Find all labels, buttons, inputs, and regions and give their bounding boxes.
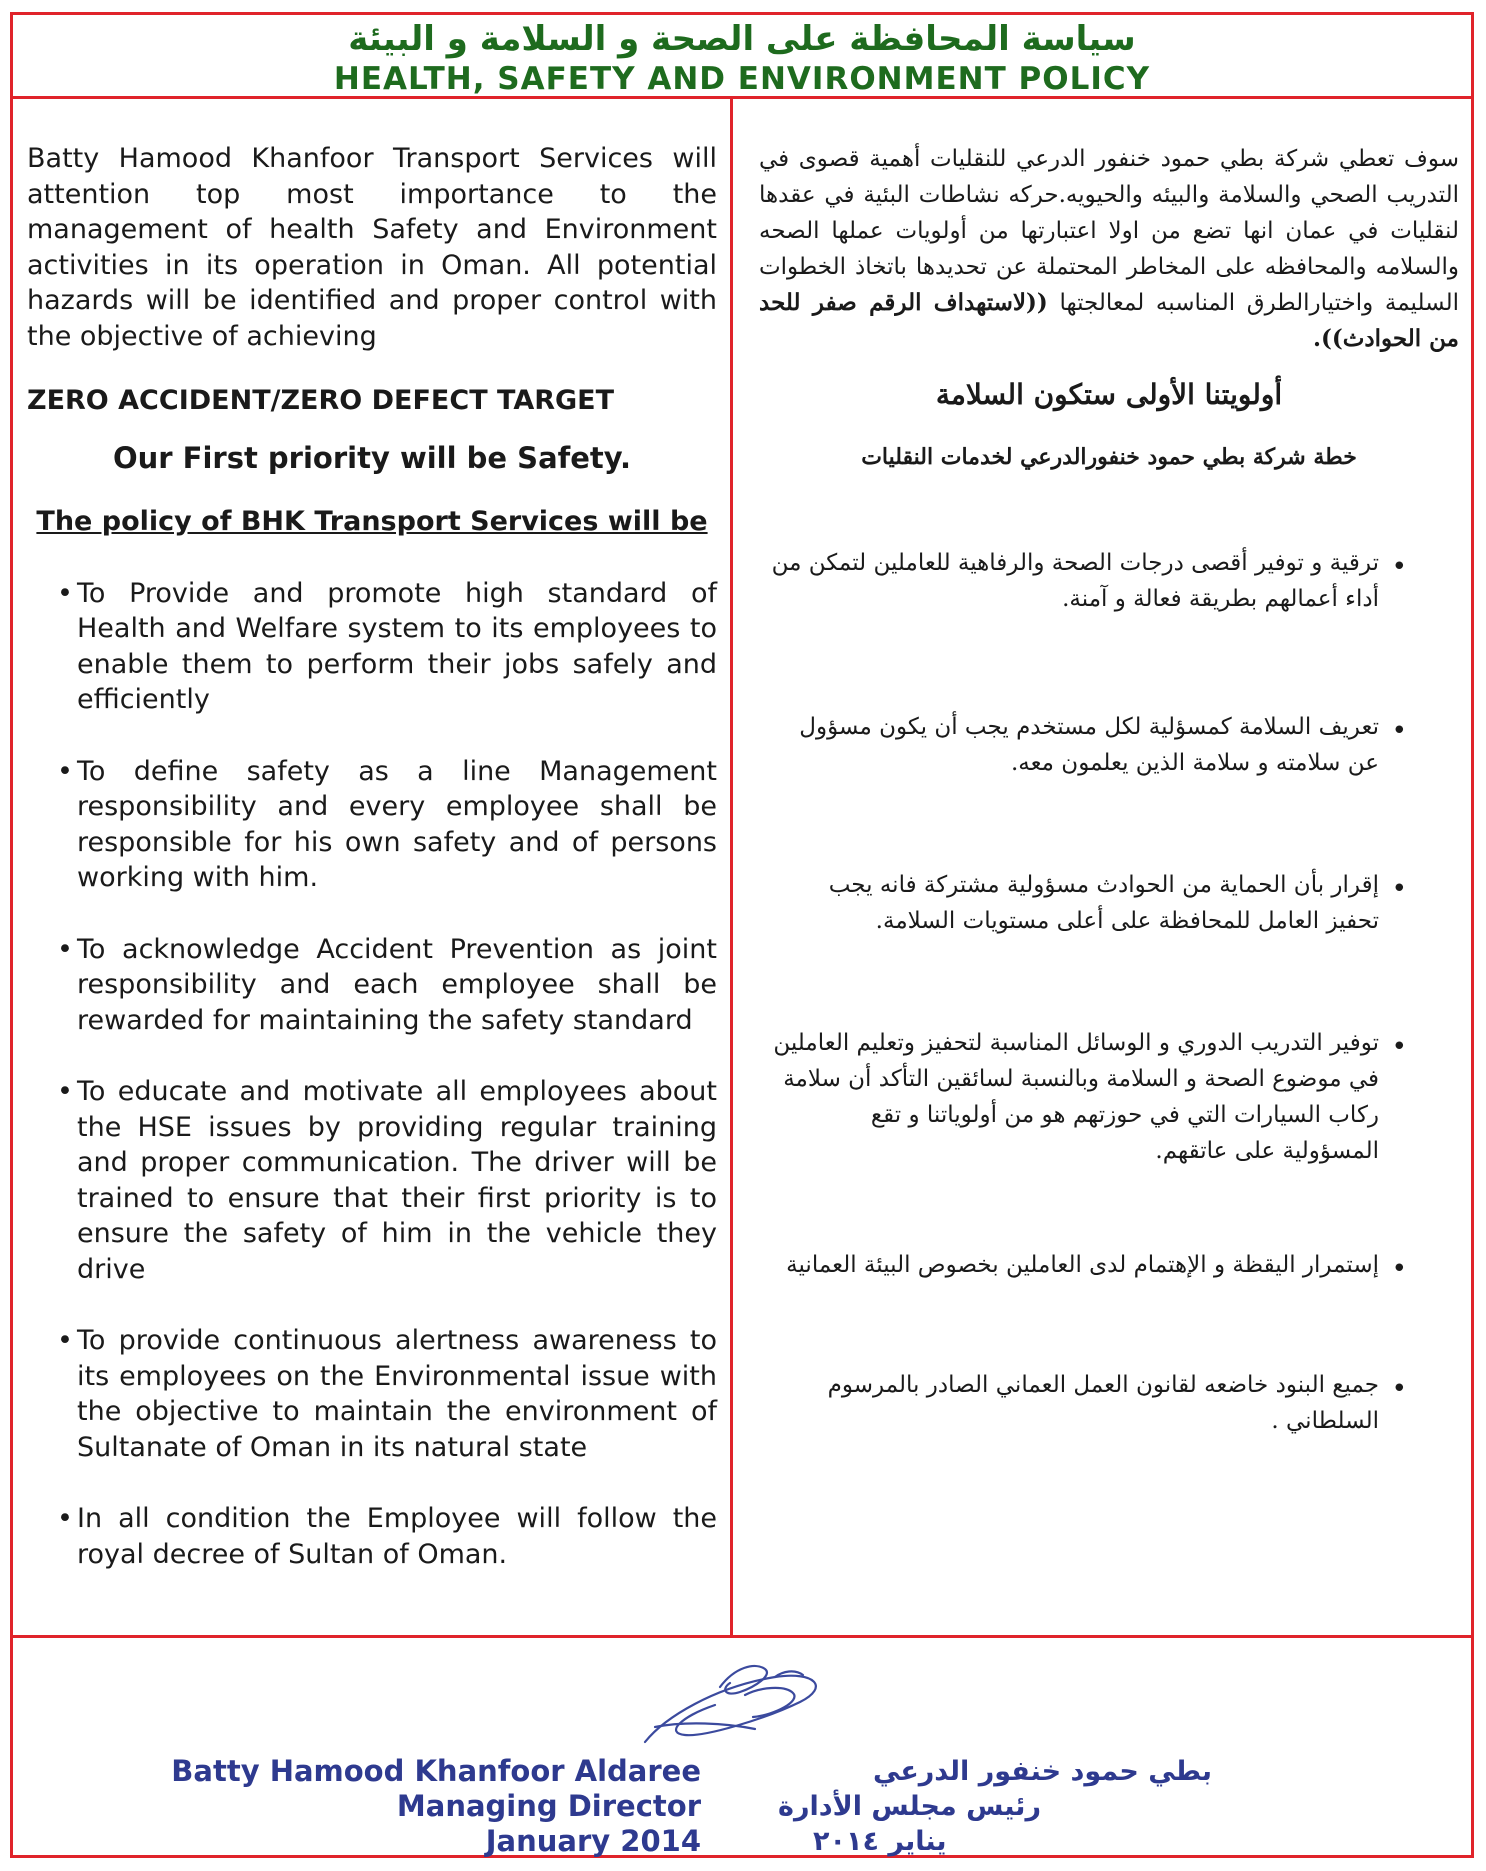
arabic-priority-statement: أولويتنا الأولى ستكون السلامة <box>935 378 1283 411</box>
signatory-date-en: January 2014 <box>485 1824 701 1858</box>
arabic-column <box>759 141 1459 1439</box>
list-item: • To provide continuous alertness awareness to its employees on the Environmental issue with the objective to maintain the environment of Sultanate of Oman in its natural state <box>27 1323 717 1465</box>
policy-document <box>10 12 1474 1858</box>
policy-heading: The policy of BHK Transport Services will be <box>36 506 708 537</box>
arabic-intro <box>759 141 1459 357</box>
title-arabic: سياسة المحافظة على الصحة و السلامة و البيئة <box>348 19 1136 59</box>
signature-divider <box>13 1635 1471 1638</box>
signatory-date-ar: يناير ٢٠١٤ <box>813 1826 947 1857</box>
list-item: • تعريف السلامة كمسؤلية لكل مستخدم يجب أن يكون مسؤول عن سلامته و سلامة الذين يعلمون معه. <box>769 709 1459 781</box>
list-item: • جميع البنود خاضعه لقانون العمل العماني الصادر بالمرسوم السلطاني . <box>769 1367 1459 1439</box>
list-item: • إقرار بأن الحماية من الحوادث مسؤولية مشتركة فانه يجب تحفيز العامل للمحافظة على أعلى مستويات السلامة. <box>769 867 1459 939</box>
arabic-intro-text: سوف تعطي شركة بطي حمود خنفور الدرعي للنقليات أهمية قصوى في التدريب الصحي والسلامة والبيئه والحيويه.حركه نشاطات البئية في عقدها لنقليات في عمان انها تضع من اولا اعتبارتها من أولويات عملها الصحه والسلامه والمحافظه على المخاطر المحتملة عن تحديدها باتخاذ الخطوات السليمة واختيارالطرق المناسبه لمعالجتها <box>759 146 1460 316</box>
list-item: • To Provide and promote high standard of Health and Welfare system to its employees to enable them to perform their jobs safely and efficiently <box>27 576 717 718</box>
zero-accident-target: ZERO ACCIDENT/ZERO DEFECT TARGET <box>27 385 615 416</box>
signatory-role-ar: رئيس مجلس الأدارة <box>778 1791 1041 1822</box>
list-item: • توفير التدريب الدوري و الوسائل المناسبة لتحفيز وتعليم العاملين في موضوع الصحة و السلامة وبالنسبة لسائقين التأكد أن سلامة ركاب السيارات التي في حوزتهم هو من أولوياتنا و تقع المسؤولية على عاتقهم. <box>769 1025 1459 1169</box>
list-item: • To define safety as a line Management responsibility and every employee shall be responsible for his own safety and of persons working with him. <box>27 754 717 896</box>
list-item: • To acknowledge Accident Prevention as joint responsibility and each employee shall be rewarded for maintaining the safety standard <box>27 932 717 1039</box>
list-item: • To educate and motivate all employees about the HSE issues by providing regular training and proper communication. The driver will be trained to ensure that their first priority is to ensure the safety of him in the vehicle they drive <box>27 1074 717 1287</box>
english-intro: Batty Hamood Khanfoor Transport Services will attention top most importance to the management of health Safety and Environment activities in its operation in Oman. All potential hazards will be identified and proper control with the objective of achieving <box>27 143 717 352</box>
handwritten-signature <box>625 1647 845 1757</box>
english-column <box>27 141 717 1572</box>
list-item: • إستمرار اليقظة و الإهتمام لدى العاملين بخصوص البيئة العمانية <box>769 1247 1459 1283</box>
english-policy-list <box>27 576 717 1573</box>
column-divider <box>730 99 733 1636</box>
list-item: • ترقية و توفير أقصى درجات الصحة والرفاهية للعاملين لتمكن من أداء أعمالهم بطريقة فعالة و آمنة. <box>769 545 1459 617</box>
arabic-policy-list <box>759 545 1459 1439</box>
signatory-role-en: Managing Director <box>396 1789 701 1823</box>
arabic-plan-heading: خطة شركة بطي حمود خنفورالدرعي لخدمات النقليات <box>861 444 1357 470</box>
list-item: • In all condition the Employee will follow the royal decree of Sultan of Oman. <box>27 1501 717 1572</box>
title-english: HEALTH, SAFETY AND ENVIRONMENT POLICY <box>333 61 1151 97</box>
first-priority-statement: Our First priority will be Safety. <box>112 440 632 475</box>
document-header <box>13 15 1471 99</box>
signatory-name-ar: بطي حمود خنفور الدرعي <box>873 1756 1212 1787</box>
arabic-intro-target: ((لاستهداف الرقم صفر للحد من الحوادث)). <box>759 289 1459 352</box>
signatory-name-en: Batty Hamood Khanfoor Aldaree <box>171 1754 701 1788</box>
